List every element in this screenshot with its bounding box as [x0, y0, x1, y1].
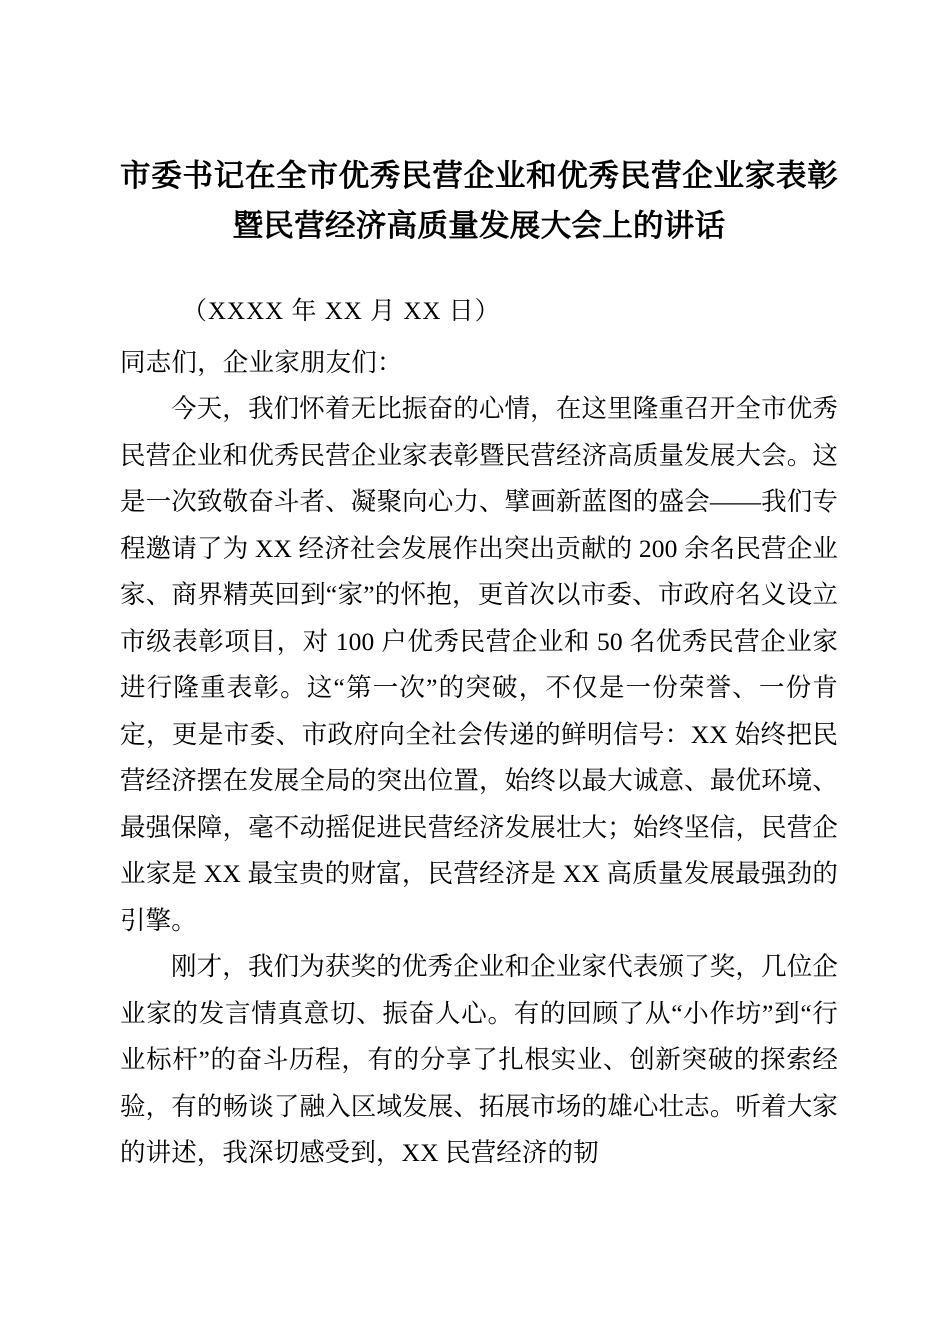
body-paragraph-1: 今天，我们怀着无比振奋的心情，在这里隆重召开全市优秀民营企业和优秀民营企业家表彰暨民营经济高质量发展大会。这是一次致敬奋斗者、凝聚向心力、擘画新蓝图的盛会——我们专程邀请了为 XX 经济社会发展作出突出贡献的 200 余名民营企业家、商界精英回到“家”的怀抱，更首次以市委、市政府名义设立市级表彰项目，对 100 户优秀民营企业和 50 名优秀民营企业家进行隆重表彰。这“第一次”的突破，不仅是一份荣誉、一份肯定，更是市委、市政府向全社会传递的鲜明信号：XX 始终把民营经济摆在发展全局的突出位置，始终以最大诚意、最优环境、最强保障，毫不动摇促进民营经济发展壮大；始终坚信，民营企业家是 XX 最宝贵的财富，民营经济是 XX 高质量发展最强劲的引擎。 [120, 394, 838, 935]
document-date: （XXXX 年 XX 月 XX 日） [182, 298, 501, 325]
body-paragraph-2: 刚才，我们为获奖的优秀企业和企业家代表颁了奖，几位企业家的发言情真意切、振奋人心。有的回顾了从“小作坊”到“行业标杆”的奋斗历程，有的分享了扎根实业、创新突破的探索经验，有的畅谈了融入区域发展、拓展市场的雄心壮志。听着大家的讲述，我深切感受到，XX 民营经济的韧 [120, 952, 838, 1167]
salutation: 同志们，企业家朋友们： [120, 348, 403, 377]
page-title: 市委书记在全市优秀民营企业和优秀民营企业家表彰暨民营经济高质量发展大会上的讲话 [120, 159, 838, 244]
